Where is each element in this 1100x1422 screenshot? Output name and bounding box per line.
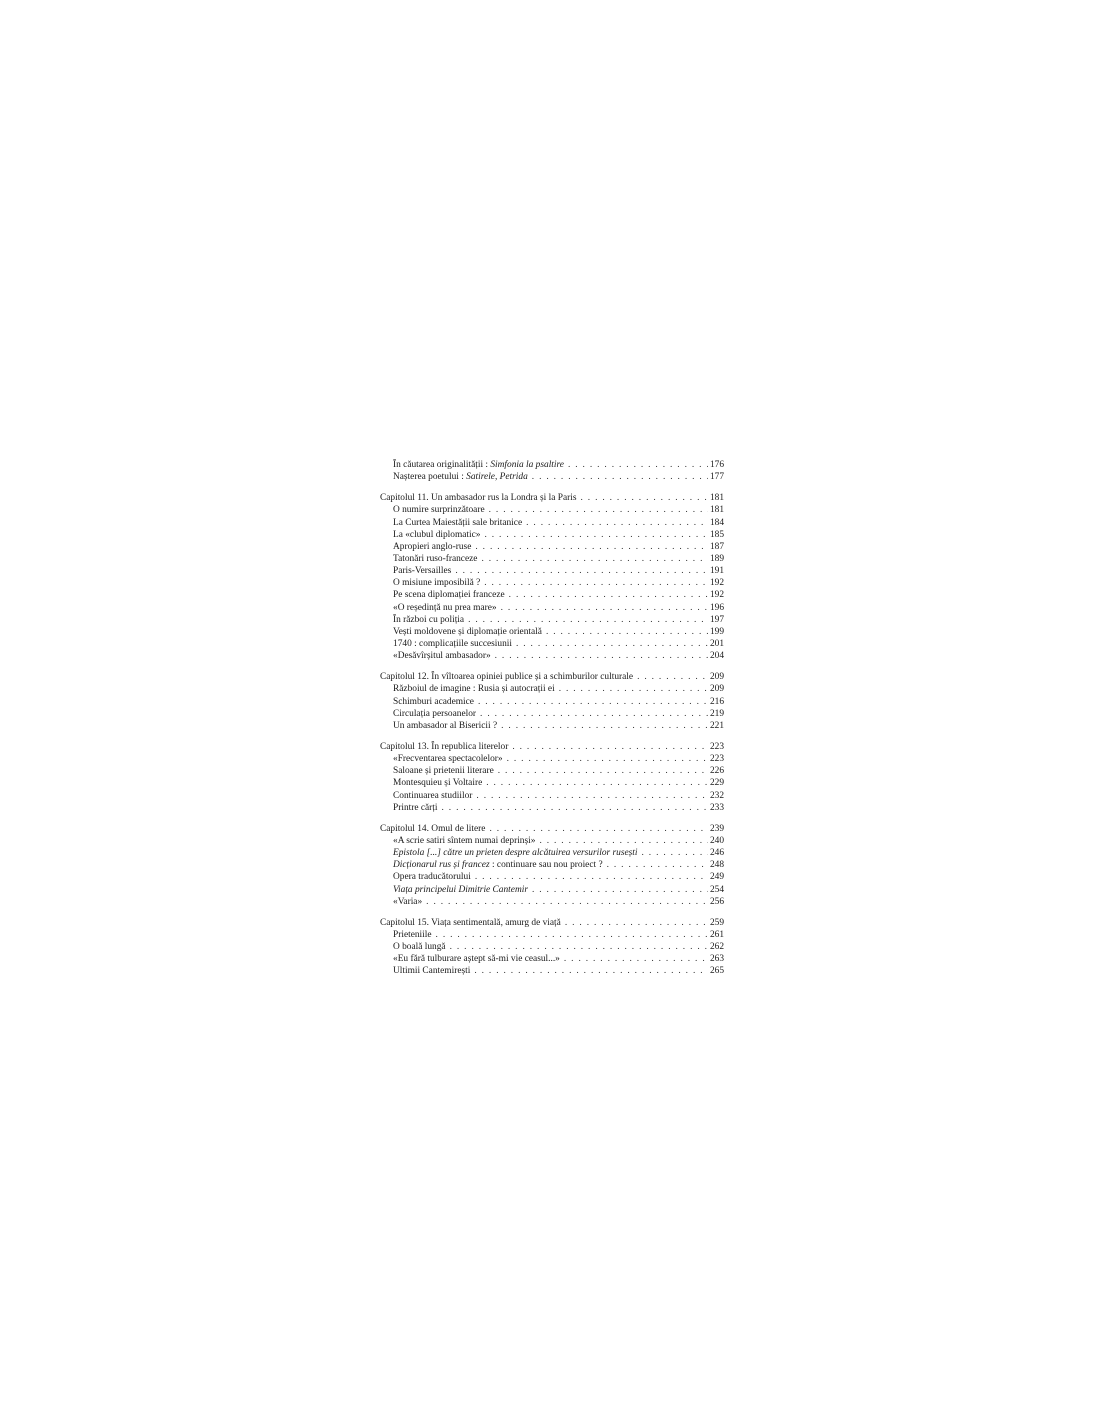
toc-dot-leader	[478, 696, 708, 708]
toc-entry-title	[393, 650, 491, 662]
toc-entry-title-text: Capitolul 11. Un ambasador rus la Londra și la Paris	[380, 493, 577, 504]
toc-entry-title-text: Ultimii Cantemirești	[393, 966, 471, 977]
toc-dot-leader	[474, 965, 708, 977]
toc-subsection-entry	[380, 871, 724, 883]
toc-page-number: 201	[709, 638, 724, 649]
toc-entry-title-text: Capitolul 14. Omul de litere	[380, 823, 486, 834]
toc-page-number: 176	[709, 460, 724, 470]
toc-subsection-entry	[380, 802, 724, 814]
toc-dot-leader	[480, 708, 708, 720]
toc-dot-leader	[501, 720, 708, 732]
toc-subsection-entry	[380, 847, 724, 859]
toc-dot-leader	[489, 823, 707, 835]
toc-entry-title	[393, 884, 528, 896]
toc-section	[380, 823, 724, 908]
toc-dot-leader	[559, 683, 708, 695]
toc-page-number: 246	[709, 848, 724, 859]
toc-dot-leader	[484, 577, 708, 589]
toc-subsection-entry	[380, 859, 724, 871]
toc-page-number: 256	[709, 896, 724, 907]
toc-page-number: 221	[709, 720, 724, 731]
toc-dot-leader	[498, 765, 708, 777]
toc-dot-leader	[450, 941, 708, 953]
toc-entry-title	[393, 720, 497, 732]
toc-entry-title	[380, 741, 508, 753]
table-of-contents	[380, 459, 724, 977]
toc-subsection-entry	[380, 602, 724, 614]
toc-entry-title	[380, 671, 633, 683]
toc-subsection-entry	[380, 884, 724, 896]
toc-dot-leader	[486, 777, 708, 789]
toc-entry-title	[393, 790, 472, 802]
toc-dot-leader	[539, 835, 708, 847]
toc-dot-leader	[501, 602, 708, 614]
toc-entry-title-text: Pe scena diplomației franceze	[393, 590, 505, 601]
toc-page-number: 177	[709, 472, 724, 483]
toc-entry-title-text: «A scrie satiri sîntem numai deprinși»	[393, 835, 536, 846]
toc-entry-title-text: Schimburi academice	[393, 696, 474, 707]
toc-entry-title-text: Printre cărți	[393, 802, 438, 813]
toc-entry-title	[380, 823, 485, 835]
toc-dot-leader	[532, 471, 708, 483]
toc-page-number: 219	[709, 708, 724, 719]
toc-chapter-entry	[380, 492, 724, 504]
toc-entry-title	[393, 929, 432, 941]
toc-entry-title-text: «Eu fără tulburare aștept să-mi vie ceasul...»	[393, 954, 560, 965]
toc-entry-title	[393, 638, 512, 650]
toc-section	[380, 917, 724, 978]
toc-entry-title-text: Capitolul 12. În vîltoarea opiniei publice și a schimburilor culturale	[380, 672, 634, 683]
toc-dot-leader	[442, 802, 708, 814]
toc-dot-leader	[565, 917, 708, 929]
toc-subsection-entry	[380, 577, 724, 589]
toc-entry-title-text: O boală lungă	[393, 942, 446, 953]
toc-entry-title	[393, 614, 464, 626]
toc-page-number: 229	[709, 778, 724, 789]
toc-entry-title-text: Opera traducătorului	[393, 872, 471, 883]
toc-entry-title-text: «Varia»	[393, 896, 423, 907]
toc-entry-title-text: Vești moldovene și diplomație orientală	[393, 626, 542, 637]
toc-page-number: 240	[709, 835, 724, 846]
toc-subsection-entry	[380, 541, 724, 553]
toc-chapter-entry	[380, 917, 724, 929]
toc-page-number: 249	[709, 872, 724, 883]
toc-subsection-entry	[380, 965, 724, 977]
toc-page-number: 216	[709, 696, 724, 707]
toc-entry-title-text: Tatonări ruso-franceze	[393, 553, 478, 564]
toc-dot-leader	[484, 529, 707, 541]
toc-entry-title-text: Apropieri anglo-ruse	[393, 541, 472, 552]
toc-page-number: 185	[709, 529, 724, 540]
toc-page-number: 209	[709, 684, 724, 695]
toc-dot-leader	[507, 753, 708, 765]
toc-subsection-entry	[380, 589, 724, 601]
toc-subsection-entry	[380, 777, 724, 789]
toc-dot-leader	[509, 589, 708, 601]
toc-subsection-entry	[380, 708, 724, 720]
toc-entry-title	[393, 896, 422, 908]
toc-entry-title-italic: Satirele, Petrida	[466, 472, 528, 483]
toc-entry-title	[393, 517, 522, 529]
toc-dot-leader	[476, 790, 708, 802]
toc-entry-title-italic: Dicționarul rus și francez	[393, 860, 490, 871]
toc-subsection-entry	[380, 638, 724, 650]
toc-dot-leader	[637, 671, 708, 683]
toc-subsection-entry	[380, 529, 724, 541]
toc-entry-title	[393, 504, 485, 516]
toc-entry-title	[393, 626, 542, 638]
toc-entry-title	[393, 459, 564, 471]
toc-entry-title	[393, 683, 555, 695]
toc-entry-title-italic: Epistola [...] către un prieten despre alcătuirea versurilor rusești	[393, 848, 638, 859]
toc-subsection-entry	[380, 553, 724, 565]
toc-entry-title-text: Războiul de imagine : Rusia și autocrații ei	[393, 684, 555, 695]
toc-chapter-entry	[380, 741, 724, 753]
toc-subsection-entry	[380, 941, 724, 953]
toc-subsection-entry	[380, 765, 724, 777]
toc-dot-leader	[607, 859, 708, 871]
toc-subsection-entry	[380, 504, 724, 516]
toc-dot-leader	[512, 741, 708, 753]
toc-page-number: 187	[709, 541, 724, 552]
toc-entry-title-text: Saloane și prietenii literare	[393, 766, 494, 777]
toc-subsection-entry	[380, 753, 724, 765]
toc-dot-leader	[436, 929, 708, 941]
toc-entry-title-text: Montesquieu și Voltaire	[393, 778, 483, 789]
toc-entry-title-text: Capitolul 15. Viața sentimentală, amurg de viață	[380, 917, 561, 928]
toc-entry-title	[393, 847, 638, 859]
toc-chapter-entry	[380, 823, 724, 835]
toc-page-number: 184	[709, 517, 724, 528]
toc-entry-title	[393, 871, 471, 883]
toc-page-number: 265	[709, 966, 724, 977]
toc-entry-title	[393, 602, 497, 614]
toc-entry-title-text: Un ambasador al Bisericii ?	[393, 720, 498, 731]
toc-entry-title-italic: Viața principelui Dimitrie Cantemir	[393, 884, 528, 895]
toc-dot-leader	[475, 871, 708, 883]
toc-entry-title	[393, 577, 480, 589]
toc-subsection-entry	[380, 696, 724, 708]
toc-entry-title	[393, 765, 494, 777]
toc-entry-title	[393, 777, 482, 789]
toc-entry-title	[393, 565, 451, 577]
toc-page-number: 233	[709, 802, 724, 813]
toc-dot-leader	[568, 459, 708, 471]
toc-entry-title-text: Continuarea studiilor	[393, 790, 473, 801]
toc-entry-title-text: Prieteniile	[393, 929, 432, 940]
toc-page-number: 261	[709, 929, 724, 940]
toc-entry-title	[393, 708, 476, 720]
toc-page-number: 197	[709, 614, 724, 625]
toc-dot-leader	[532, 884, 708, 896]
toc-subsection-entry	[380, 953, 724, 965]
toc-subsection-entry	[380, 650, 724, 662]
toc-entry-title	[393, 965, 470, 977]
toc-entry-title-text: 1740 : complicațiile succesiunii	[393, 638, 512, 649]
toc-subsection-entry	[380, 626, 724, 638]
toc-section	[380, 492, 724, 662]
toc-entry-title-text: O misiune imposibilă ?	[393, 578, 481, 589]
toc-entry-title	[393, 953, 560, 965]
toc-dot-leader	[516, 638, 708, 650]
toc-entry-title	[393, 696, 474, 708]
toc-section	[380, 741, 724, 814]
toc-entry-title-text: Circulația persoanelor	[393, 708, 477, 719]
toc-entry-title	[393, 471, 528, 483]
toc-subsection-entry	[380, 790, 724, 802]
toc-entry-title-text: În căutarea originalității :	[393, 460, 491, 470]
toc-dot-leader	[475, 541, 708, 553]
toc-page-number: 209	[709, 672, 724, 683]
toc-entry-title-text: : continuare sau nou proiect ?	[489, 860, 603, 871]
toc-dot-leader	[495, 650, 708, 662]
toc-entry-title	[393, 541, 471, 553]
toc-page-number: 196	[709, 602, 724, 613]
toc-dot-leader	[468, 614, 708, 626]
toc-subsection-entry	[380, 459, 724, 471]
toc-dot-leader	[546, 626, 708, 638]
toc-page-number: 239	[709, 823, 724, 834]
toc-subsection-entry	[380, 929, 724, 941]
toc-page-number: 189	[709, 553, 724, 564]
toc-page-number: 223	[709, 754, 724, 765]
toc-dot-leader	[489, 504, 708, 516]
toc-page-number: 192	[709, 578, 724, 589]
toc-dot-leader	[481, 553, 707, 565]
toc-entry-title	[393, 859, 603, 871]
toc-entry-title-text: «O reședință nu prea mare»	[393, 602, 497, 613]
toc-entry-title	[393, 835, 535, 847]
toc-page-number: 181	[709, 493, 724, 504]
toc-page-number: 232	[709, 790, 724, 801]
toc-subsection-entry	[380, 835, 724, 847]
toc-entry-title-text: Nașterea poetului :	[393, 472, 467, 483]
toc-page-number: 262	[709, 942, 724, 953]
toc-dot-leader	[426, 896, 708, 908]
toc-entry-title-italic: Simfonia la psaltire	[490, 460, 564, 470]
toc-subsection-entry	[380, 565, 724, 577]
toc-page-number: 263	[709, 954, 724, 965]
toc-entry-title-text: Paris-Versailles	[393, 566, 452, 577]
toc-entry-title-text: Capitolul 13. În republica literelor	[380, 741, 509, 752]
toc-entry-title	[393, 589, 505, 601]
toc-entry-title-text: În război cu poliția	[393, 614, 465, 625]
toc-page-number: 181	[709, 505, 724, 516]
toc-subsection-entry	[380, 517, 724, 529]
toc-subsection-entry	[380, 896, 724, 908]
toc-subsection-entry	[380, 720, 724, 732]
toc-subsection-entry	[380, 471, 724, 483]
toc-page-number: 223	[709, 741, 724, 752]
toc-dot-leader	[581, 492, 708, 504]
toc-entry-title	[393, 529, 480, 541]
toc-entry-title	[393, 553, 477, 565]
toc-entry-title-text: «Frecventarea spectacolelor»	[393, 754, 503, 765]
toc-entry-title-text: La Curtea Maiestății sale britanice	[393, 517, 523, 528]
toc-section	[380, 459, 724, 483]
toc-subsection-entry	[380, 614, 724, 626]
toc-entry-title	[380, 492, 577, 504]
toc-page-number: 259	[709, 917, 724, 928]
toc-page-number: 192	[709, 590, 724, 601]
toc-entry-title-text: «Desăvîrșitul ambasador»	[393, 651, 491, 662]
toc-entry-title	[393, 802, 438, 814]
toc-subsection-entry	[380, 683, 724, 695]
toc-page-number: 248	[709, 860, 724, 871]
toc-chapter-entry	[380, 671, 724, 683]
toc-page-number: 226	[709, 766, 724, 777]
toc-entry-title	[393, 753, 503, 765]
toc-page-number: 199	[709, 626, 724, 637]
toc-section	[380, 671, 724, 732]
toc-entry-title	[393, 941, 446, 953]
toc-page-number: 204	[709, 651, 724, 662]
toc-entry-title-text: O numire surprinzătoare	[393, 505, 485, 516]
toc-dot-leader	[455, 565, 708, 577]
toc-entry-title	[380, 917, 561, 929]
toc-page-number: 254	[709, 884, 724, 895]
toc-dot-leader	[564, 953, 708, 965]
toc-dot-leader	[526, 517, 708, 529]
toc-entry-title-text: La «clubul diplomatic»	[393, 529, 481, 540]
toc-page-number: 191	[709, 566, 724, 577]
toc-dot-leader	[642, 847, 708, 859]
